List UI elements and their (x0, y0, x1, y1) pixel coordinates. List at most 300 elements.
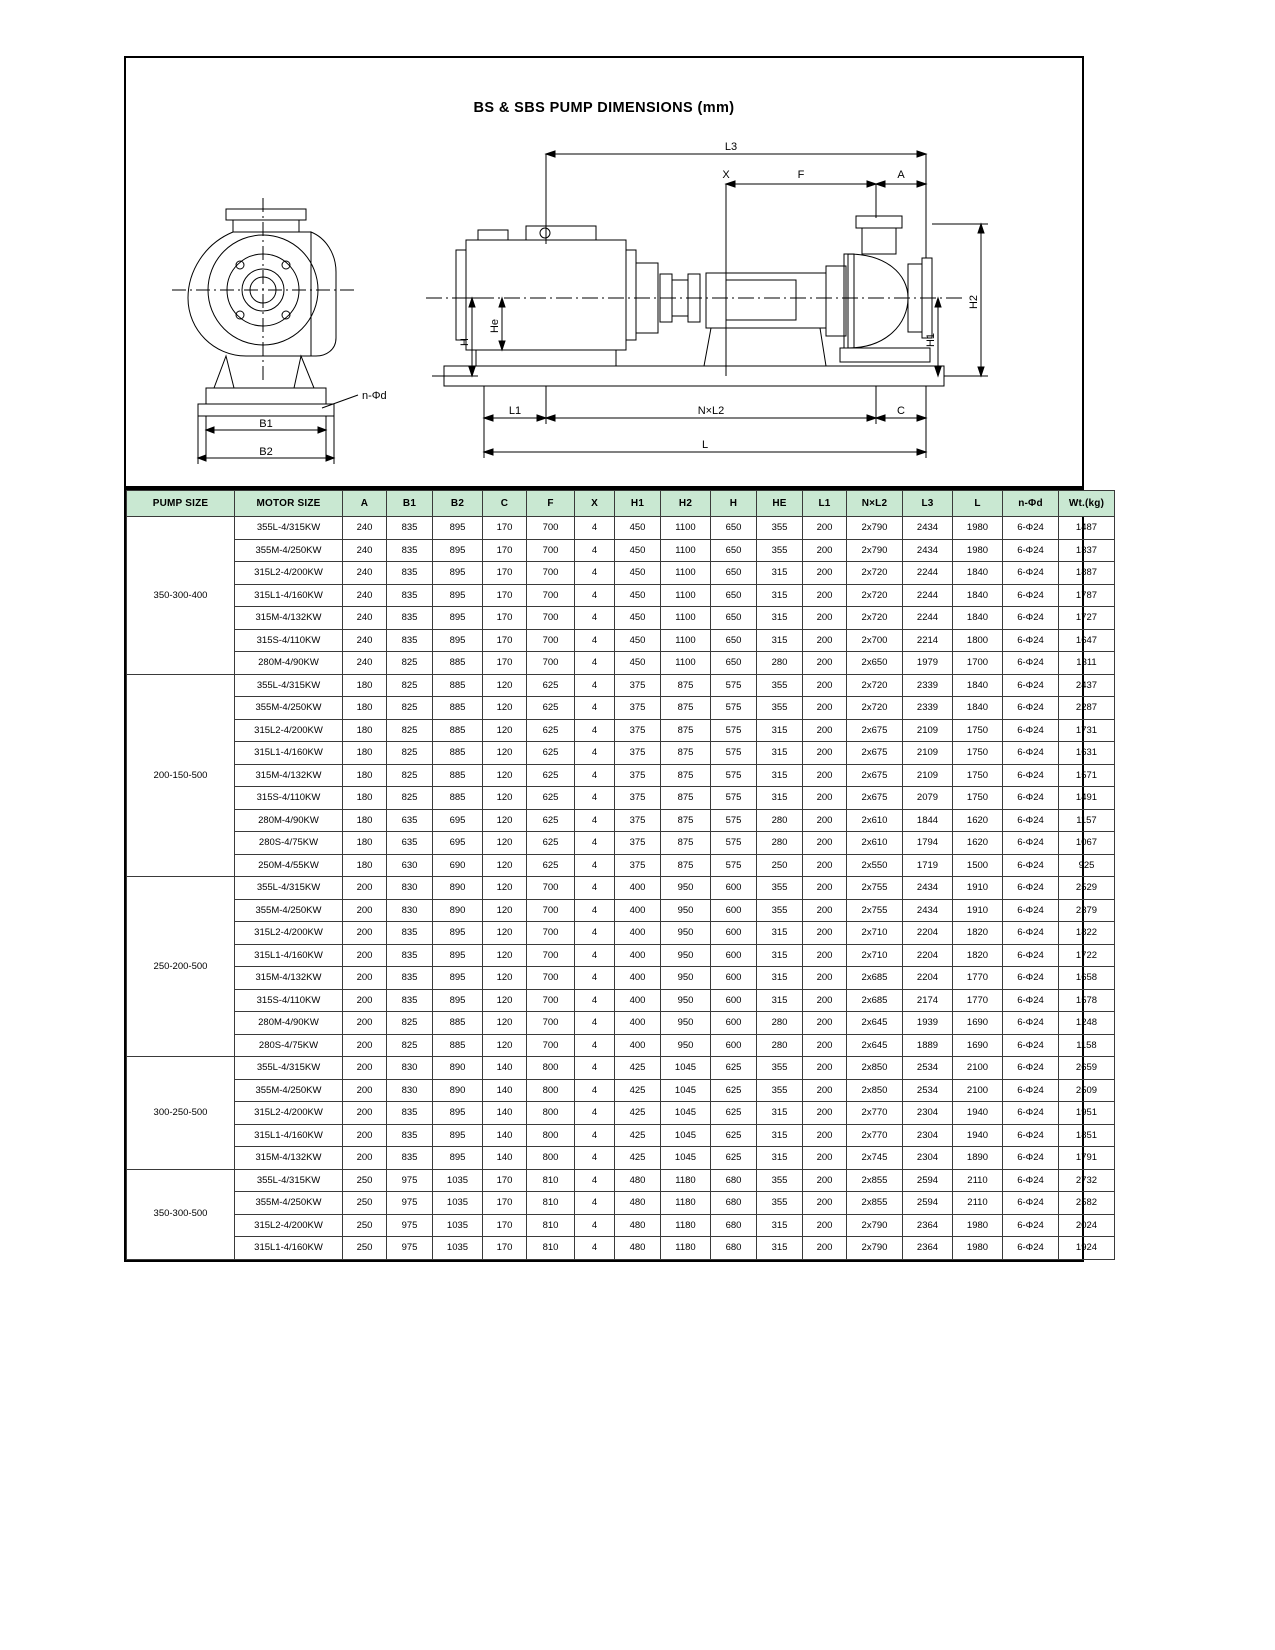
data-cell: 800 (527, 1079, 575, 1102)
data-cell: 2214 (903, 629, 953, 652)
motor-size-cell: 355L-4/315KW (235, 1169, 343, 1192)
data-cell: 170 (483, 1192, 527, 1215)
column-header-he: HE (757, 491, 803, 517)
data-cell: 200 (803, 1034, 847, 1057)
data-cell: 1045 (661, 1079, 711, 1102)
data-cell: 375 (615, 854, 661, 877)
data-cell: 1035 (433, 1169, 483, 1192)
data-cell: 2x790 (847, 1214, 903, 1237)
table-row (127, 967, 1115, 990)
data-cell: 700 (527, 922, 575, 945)
data-cell: 250 (343, 1192, 387, 1215)
table-row (127, 674, 1115, 697)
data-cell: 6-Φ24 (1003, 742, 1059, 765)
data-cell: 975 (387, 1192, 433, 1215)
data-cell: 280 (757, 809, 803, 832)
data-cell: 1035 (433, 1214, 483, 1237)
data-cell: 1045 (661, 1147, 711, 1170)
data-cell: 200 (343, 899, 387, 922)
data-cell: 950 (661, 899, 711, 922)
data-cell: 170 (483, 1237, 527, 1260)
data-cell: 280 (757, 652, 803, 675)
data-cell: 810 (527, 1237, 575, 1260)
data-cell: 6-Φ24 (1003, 1169, 1059, 1192)
table-row (127, 1237, 1115, 1260)
label-c: C (897, 405, 905, 417)
data-cell: 825 (387, 787, 433, 810)
data-cell: 1180 (661, 1237, 711, 1260)
data-cell: 4 (575, 1147, 615, 1170)
data-cell: 1750 (953, 742, 1003, 765)
data-cell: 1750 (953, 764, 1003, 787)
data-cell: 1719 (903, 854, 953, 877)
data-cell: 1844 (903, 809, 953, 832)
data-cell: 825 (387, 742, 433, 765)
data-cell: 170 (483, 607, 527, 630)
label-f: F (797, 169, 805, 181)
data-cell: 885 (433, 1012, 483, 1035)
data-cell: 6-Φ24 (1003, 922, 1059, 945)
data-cell: 680 (711, 1214, 757, 1237)
data-cell: 375 (615, 697, 661, 720)
data-cell: 180 (343, 832, 387, 855)
data-cell: 650 (711, 517, 757, 540)
data-cell: 4 (575, 652, 615, 675)
data-cell: 200 (803, 944, 847, 967)
data-cell: 2x850 (847, 1079, 903, 1102)
data-cell: 200 (803, 562, 847, 585)
column-header-h2: H2 (661, 491, 711, 517)
table-header-row (127, 491, 1115, 517)
motor-size-cell: 355M-4/250KW (235, 899, 343, 922)
data-cell: 200 (803, 1214, 847, 1237)
data-cell: 170 (483, 1214, 527, 1237)
data-cell: 835 (387, 1124, 433, 1147)
data-cell: 575 (711, 854, 757, 877)
data-cell: 830 (387, 877, 433, 900)
data-cell: 835 (387, 517, 433, 540)
dimensions-table (126, 490, 1115, 1260)
data-cell: 635 (387, 809, 433, 832)
data-cell: 400 (615, 1034, 661, 1057)
data-cell: 700 (527, 652, 575, 675)
data-cell: 895 (433, 1102, 483, 1125)
data-cell: 200 (343, 1057, 387, 1080)
data-cell: 875 (661, 742, 711, 765)
data-cell: 895 (433, 539, 483, 562)
data-cell: 700 (527, 1034, 575, 1057)
data-cell: 1750 (953, 719, 1003, 742)
data-cell: 2509 (1059, 1079, 1115, 1102)
data-cell: 375 (615, 809, 661, 832)
data-cell: 120 (483, 1012, 527, 1035)
data-cell: 895 (433, 562, 483, 585)
data-cell: 575 (711, 742, 757, 765)
data-cell: 120 (483, 697, 527, 720)
table-row (127, 697, 1115, 720)
data-cell: 835 (387, 629, 433, 652)
data-cell: 315 (757, 562, 803, 585)
data-cell: 835 (387, 944, 433, 967)
motor-size-cell: 280M-4/90KW (235, 1012, 343, 1035)
data-cell: 625 (711, 1124, 757, 1147)
data-cell: 700 (527, 539, 575, 562)
data-cell: 2434 (903, 877, 953, 900)
data-cell: 1487 (1059, 517, 1115, 540)
data-cell: 575 (711, 674, 757, 697)
data-cell: 835 (387, 539, 433, 562)
data-cell: 315 (757, 719, 803, 742)
motor-size-cell: 315L2-4/200KW (235, 1102, 343, 1125)
table-row (127, 787, 1115, 810)
data-cell: 1578 (1059, 989, 1115, 1012)
data-cell: 1035 (433, 1237, 483, 1260)
data-cell: 1620 (953, 832, 1003, 855)
data-cell: 2x685 (847, 967, 903, 990)
data-cell: 4 (575, 989, 615, 1012)
motor-size-cell: 355M-4/250KW (235, 1079, 343, 1102)
data-cell: 2732 (1059, 1169, 1115, 1192)
data-cell: 6-Φ24 (1003, 562, 1059, 585)
table-row (127, 764, 1115, 787)
data-cell: 625 (527, 742, 575, 765)
data-cell: 575 (711, 832, 757, 855)
data-cell: 2x770 (847, 1124, 903, 1147)
data-cell: 835 (387, 584, 433, 607)
data-cell: 650 (711, 562, 757, 585)
data-cell: 315 (757, 1102, 803, 1125)
column-header-h1: H1 (615, 491, 661, 517)
table-row (127, 832, 1115, 855)
table-row (127, 517, 1115, 540)
data-cell: 1500 (953, 854, 1003, 877)
data-cell: 180 (343, 787, 387, 810)
data-cell: 2x645 (847, 1012, 903, 1035)
data-cell: 200 (343, 1079, 387, 1102)
data-cell: 120 (483, 854, 527, 877)
data-cell: 1571 (1059, 764, 1115, 787)
data-cell: 170 (483, 629, 527, 652)
data-cell: 810 (527, 1169, 575, 1192)
data-cell: 1100 (661, 584, 711, 607)
data-cell: 625 (527, 697, 575, 720)
motor-size-cell: 315L1-4/160KW (235, 584, 343, 607)
data-cell: 1658 (1059, 967, 1115, 990)
motor-size-cell: 315S-4/110KW (235, 629, 343, 652)
data-cell: 2x855 (847, 1192, 903, 1215)
data-cell: 2434 (903, 899, 953, 922)
data-cell: 825 (387, 652, 433, 675)
data-cell: 200 (803, 1102, 847, 1125)
data-cell: 280 (757, 1012, 803, 1035)
data-cell: 700 (527, 1012, 575, 1035)
data-cell: 835 (387, 562, 433, 585)
data-cell: 400 (615, 899, 661, 922)
data-cell: 140 (483, 1079, 527, 1102)
data-cell: 170 (483, 1169, 527, 1192)
data-cell: 1248 (1059, 1012, 1115, 1035)
data-cell: 120 (483, 922, 527, 945)
column-header-wt-kg: Wt.(kg) (1059, 491, 1115, 517)
data-cell: 650 (711, 629, 757, 652)
motor-size-cell: 315L1-4/160KW (235, 944, 343, 967)
label-l1: L1 (508, 405, 522, 417)
data-cell: 825 (387, 764, 433, 787)
data-cell: 1951 (1059, 1102, 1115, 1125)
data-cell: 1822 (1059, 922, 1115, 945)
data-cell: 6-Φ24 (1003, 1102, 1059, 1125)
data-cell: 6-Φ24 (1003, 1124, 1059, 1147)
data-cell: 2244 (903, 607, 953, 630)
data-cell: 200 (343, 1147, 387, 1170)
data-cell: 1180 (661, 1169, 711, 1192)
data-cell: 315 (757, 584, 803, 607)
data-cell: 200 (803, 1079, 847, 1102)
data-cell: 1940 (953, 1102, 1003, 1125)
data-cell: 2x550 (847, 854, 903, 877)
data-cell: 200 (343, 967, 387, 990)
data-cell: 700 (527, 967, 575, 990)
data-cell: 4 (575, 787, 615, 810)
data-cell: 240 (343, 517, 387, 540)
table-row (127, 719, 1115, 742)
data-cell: 2100 (953, 1079, 1003, 1102)
data-cell: 4 (575, 922, 615, 945)
label-he: He (489, 318, 501, 334)
data-cell: 800 (527, 1147, 575, 1170)
data-cell: 315 (757, 1124, 803, 1147)
data-cell: 1924 (1059, 1237, 1115, 1260)
data-cell: 4 (575, 1237, 615, 1260)
data-cell: 625 (711, 1102, 757, 1125)
data-cell: 625 (527, 787, 575, 810)
data-cell: 200 (803, 899, 847, 922)
data-cell: 450 (615, 584, 661, 607)
data-cell: 6-Φ24 (1003, 1079, 1059, 1102)
data-cell: 2x720 (847, 697, 903, 720)
label-n-phi-d: n-Φd (362, 390, 387, 402)
label-a: A (897, 169, 905, 181)
data-cell: 895 (433, 517, 483, 540)
data-cell: 625 (527, 674, 575, 697)
data-cell: 625 (527, 764, 575, 787)
data-cell: 2110 (953, 1169, 1003, 1192)
data-cell: 1980 (953, 517, 1003, 540)
data-cell: 480 (615, 1214, 661, 1237)
data-cell: 1157 (1059, 809, 1115, 832)
data-cell: 825 (387, 719, 433, 742)
data-cell: 895 (433, 1124, 483, 1147)
data-cell: 280 (757, 832, 803, 855)
data-cell: 4 (575, 607, 615, 630)
label-l3: L3 (724, 141, 738, 153)
data-cell: 975 (387, 1169, 433, 1192)
motor-size-cell: 355M-4/250KW (235, 539, 343, 562)
data-cell: 1727 (1059, 607, 1115, 630)
data-cell: 450 (615, 539, 661, 562)
data-cell: 250 (343, 1214, 387, 1237)
data-cell: 4 (575, 584, 615, 607)
data-cell: 1840 (953, 697, 1003, 720)
data-cell: 6-Φ24 (1003, 674, 1059, 697)
data-cell: 700 (527, 989, 575, 1012)
data-cell: 895 (433, 607, 483, 630)
data-cell: 6-Φ24 (1003, 584, 1059, 607)
data-cell: 2x700 (847, 629, 903, 652)
data-cell: 600 (711, 989, 757, 1012)
data-cell: 700 (527, 899, 575, 922)
drawing-title: BS & SBS PUMP DIMENSIONS (mm) (473, 100, 735, 116)
data-cell: 1887 (1059, 562, 1115, 585)
data-cell: 4 (575, 562, 615, 585)
data-cell: 6-Φ24 (1003, 1034, 1059, 1057)
data-cell: 140 (483, 1124, 527, 1147)
data-cell: 890 (433, 1079, 483, 1102)
data-cell: 170 (483, 562, 527, 585)
data-cell: 810 (527, 1214, 575, 1237)
column-header-motor-size: MOTOR SIZE (235, 491, 343, 517)
motor-size-cell: 315L2-4/200KW (235, 562, 343, 585)
data-cell: 1800 (953, 629, 1003, 652)
motor-size-cell: 315M-4/132KW (235, 764, 343, 787)
data-cell: 240 (343, 562, 387, 585)
table-row (127, 989, 1115, 1012)
data-cell: 2x650 (847, 652, 903, 675)
data-cell: 1980 (953, 539, 1003, 562)
data-cell: 200 (803, 764, 847, 787)
data-cell: 1045 (661, 1057, 711, 1080)
data-cell: 6-Φ24 (1003, 607, 1059, 630)
data-cell: 2x720 (847, 562, 903, 585)
data-cell: 200 (803, 517, 847, 540)
data-cell: 355 (757, 1057, 803, 1080)
data-cell: 680 (711, 1192, 757, 1215)
data-cell: 2x770 (847, 1102, 903, 1125)
motor-size-cell: 315L1-4/160KW (235, 1124, 343, 1147)
motor-size-cell: 315S-4/110KW (235, 989, 343, 1012)
data-cell: 4 (575, 854, 615, 877)
data-cell: 4 (575, 832, 615, 855)
data-cell: 4 (575, 742, 615, 765)
data-cell: 200 (803, 742, 847, 765)
data-cell: 1791 (1059, 1147, 1115, 1170)
data-cell: 2x675 (847, 787, 903, 810)
data-cell: 2437 (1059, 674, 1115, 697)
data-cell: 1100 (661, 629, 711, 652)
data-cell: 1491 (1059, 787, 1115, 810)
data-cell: 2434 (903, 517, 953, 540)
table-row (127, 809, 1115, 832)
data-cell: 480 (615, 1169, 661, 1192)
data-cell: 375 (615, 719, 661, 742)
data-cell: 2x755 (847, 899, 903, 922)
label-b1: B1 (259, 418, 273, 430)
data-cell: 825 (387, 1012, 433, 1035)
table-row (127, 944, 1115, 967)
data-cell: 895 (433, 944, 483, 967)
data-cell: 2659 (1059, 1057, 1115, 1080)
data-cell: 180 (343, 674, 387, 697)
data-cell: 2529 (1059, 877, 1115, 900)
data-cell: 6-Φ24 (1003, 854, 1059, 877)
data-cell: 575 (711, 764, 757, 787)
data-cell: 315 (757, 944, 803, 967)
table-row (127, 1079, 1115, 1102)
data-cell: 950 (661, 877, 711, 900)
data-cell: 830 (387, 899, 433, 922)
data-cell: 1180 (661, 1214, 711, 1237)
data-cell: 400 (615, 967, 661, 990)
data-cell: 120 (483, 967, 527, 990)
data-cell: 6-Φ24 (1003, 697, 1059, 720)
data-cell: 355 (757, 1169, 803, 1192)
data-cell: 650 (711, 607, 757, 630)
data-cell: 400 (615, 922, 661, 945)
data-cell: 1889 (903, 1034, 953, 1057)
data-cell: 6-Φ24 (1003, 629, 1059, 652)
data-cell: 2x685 (847, 989, 903, 1012)
data-cell: 315 (757, 742, 803, 765)
data-cell: 250 (343, 1169, 387, 1192)
data-cell: 600 (711, 877, 757, 900)
data-cell: 140 (483, 1057, 527, 1080)
data-cell: 885 (433, 1034, 483, 1057)
data-cell: 2174 (903, 989, 953, 1012)
data-cell: 1820 (953, 922, 1003, 945)
data-cell: 4 (575, 517, 615, 540)
data-cell: 2582 (1059, 1192, 1115, 1215)
data-cell: 2434 (903, 539, 953, 562)
data-cell: 875 (661, 719, 711, 742)
data-cell: 1690 (953, 1034, 1003, 1057)
data-cell: 625 (711, 1079, 757, 1102)
data-cell: 425 (615, 1147, 661, 1170)
data-cell: 4 (575, 809, 615, 832)
data-cell: 450 (615, 652, 661, 675)
data-cell: 375 (615, 674, 661, 697)
data-cell: 875 (661, 809, 711, 832)
data-cell: 6-Φ24 (1003, 517, 1059, 540)
data-cell: 600 (711, 944, 757, 967)
data-cell: 180 (343, 697, 387, 720)
data-cell: 4 (575, 1012, 615, 1035)
data-cell: 180 (343, 809, 387, 832)
data-cell: 1939 (903, 1012, 953, 1035)
data-cell: 2364 (903, 1214, 953, 1237)
column-header-pump-size: PUMP SIZE (127, 491, 235, 517)
data-cell: 280 (757, 1034, 803, 1057)
data-cell: 4 (575, 539, 615, 562)
data-cell: 885 (433, 764, 483, 787)
data-cell: 170 (483, 539, 527, 562)
data-cell: 2x745 (847, 1147, 903, 1170)
motor-size-cell: 315L1-4/160KW (235, 1237, 343, 1260)
data-cell: 180 (343, 742, 387, 765)
data-cell: 625 (711, 1147, 757, 1170)
data-cell: 425 (615, 1124, 661, 1147)
data-cell: 1979 (903, 652, 953, 675)
data-cell: 875 (661, 832, 711, 855)
data-cell: 2379 (1059, 899, 1115, 922)
data-cell: 375 (615, 742, 661, 765)
data-cell: 4 (575, 1192, 615, 1215)
column-header-b1: B1 (387, 491, 433, 517)
data-cell: 400 (615, 944, 661, 967)
data-cell: 140 (483, 1102, 527, 1125)
data-cell: 1820 (953, 944, 1003, 967)
data-cell: 600 (711, 899, 757, 922)
data-cell: 120 (483, 787, 527, 810)
